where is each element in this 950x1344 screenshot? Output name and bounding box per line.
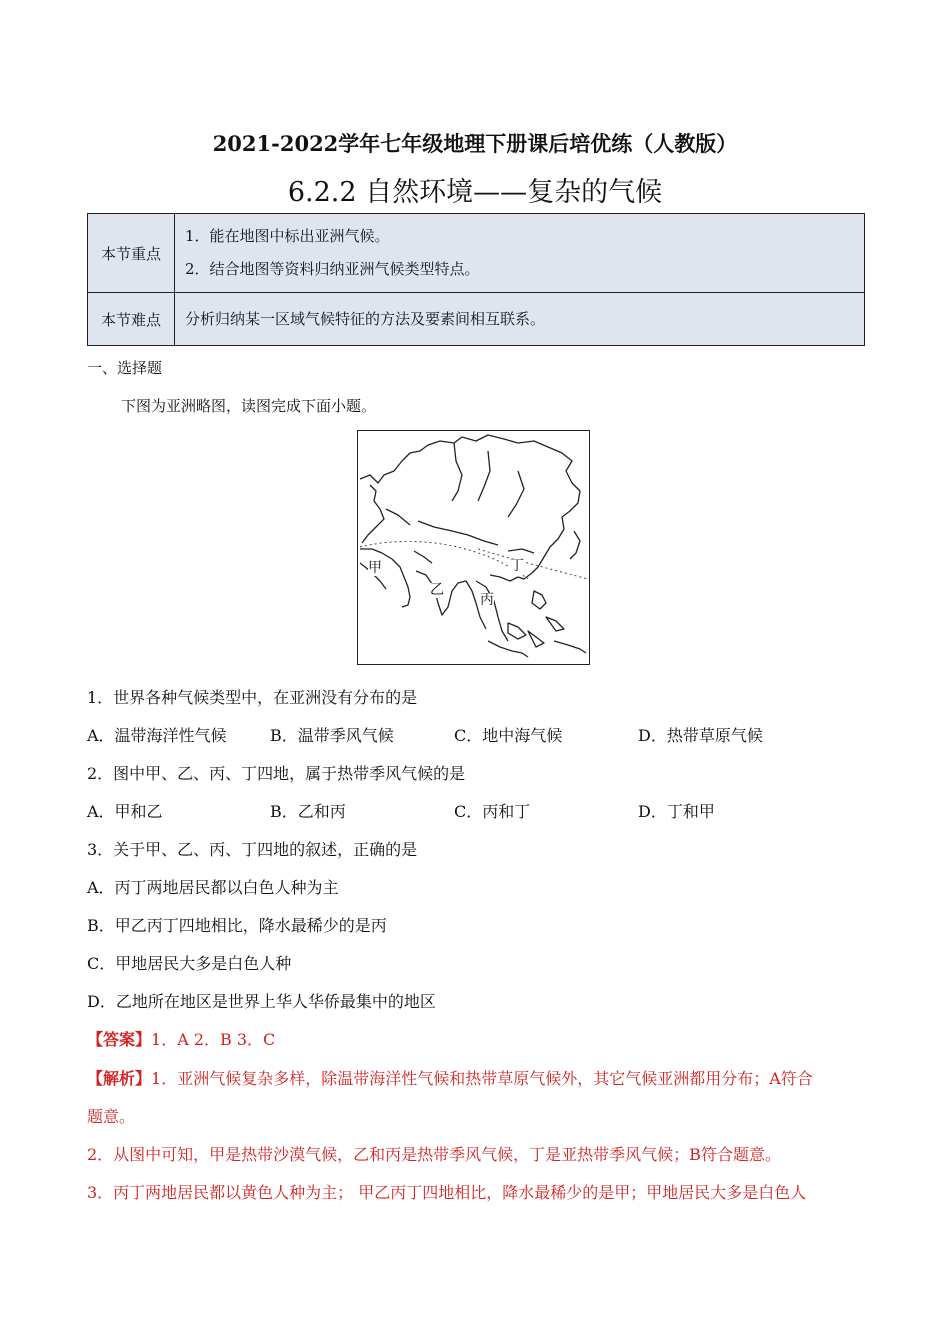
answer-label: 【答案】	[87, 1030, 152, 1049]
analysis-line-1b: 题意。	[87, 1107, 136, 1126]
focus-content	[175, 214, 865, 293]
question-2-option-d: D．丁和甲	[638, 802, 715, 821]
focus-item-1: 1．能在地图中标出亚洲气候。	[185, 227, 390, 245]
map-intro: 下图为亚洲略图，读图完成下面小题。	[121, 397, 377, 415]
asia-outline-drawing	[358, 431, 588, 663]
analysis-text-1: 1．亚洲气候复杂多样，除温带海洋性气候和热带草原气候外，其它气候亚洲都用分布；A符合	[151, 1069, 813, 1088]
map-label-jia: 甲	[368, 560, 382, 576]
question-1-option-c: C．地中海气候	[454, 726, 563, 745]
difficulty-label: 本节难点	[88, 293, 175, 346]
question-2-option-a: A．甲和乙	[87, 802, 163, 821]
answer-text: 1．A 2．B 3．C	[151, 1030, 276, 1049]
map-label-bing: 丙	[480, 592, 494, 608]
question-1-option-d: D．热带草原气候	[638, 726, 763, 745]
answer-line	[87, 1027, 275, 1050]
question-2-stem: 2．图中甲、乙、丙、丁四地，属于热带季风气候的是	[87, 764, 466, 783]
section-title: 一、选择题	[87, 359, 163, 377]
difficulty-content: 分析归纳某一区域气候特征的方法及要素间相互联系。	[175, 293, 865, 346]
question-1-option-b: B．温带季风气候	[270, 726, 394, 745]
analysis-line-3: 3．丙丁两地居民都以黄色人种为主； 甲乙丙丁四地相比，降水最稀少的是甲；甲地居民大多是白色人	[87, 1183, 807, 1202]
question-3-option-d: D．乙地所在地区是世界上华人华侨最集中的地区	[87, 992, 436, 1011]
focus-label: 本节重点	[88, 214, 175, 293]
question-2-option-b: B．乙和丙	[270, 802, 346, 821]
analysis-label: 【解析】	[87, 1069, 152, 1088]
map-label-yi: 乙	[430, 582, 444, 598]
analysis-line-2: 2．从图中可知，甲是热带沙漠气候，乙和丙是热带季风气候，丁是亚热带季风气候；B符合题意。	[87, 1145, 781, 1164]
question-3-stem: 3．关于甲、乙、丙、丁四地的叙述，正确的是	[87, 840, 418, 859]
document-title: 2021-2022学年七年级地理下册课后培优练（人教版）	[212, 131, 738, 156]
asia-sketch-map	[357, 430, 590, 665]
analysis-line-1	[87, 1066, 813, 1089]
question-3-option-b: B．甲乙丙丁四地相比，降水最稀少的是丙	[87, 916, 387, 935]
key-points-table	[87, 213, 865, 346]
map-label-ding: 丁	[510, 558, 524, 574]
lesson-subtitle: 6.2.2 自然环境——复杂的气候	[287, 177, 663, 208]
question-3-option-a: A．丙丁两地居民都以白色人种为主	[87, 878, 339, 897]
focus-item-2: 2．结合地图等资料归纳亚洲气候类型特点。	[185, 260, 480, 278]
question-3-option-c: C．甲地居民大多是白色人种	[87, 954, 292, 973]
question-1-option-a: A．温带海洋性气候	[87, 726, 227, 745]
question-1-stem: 1．世界各种气候类型中，在亚洲没有分布的是	[87, 688, 418, 707]
question-2-option-c: C．丙和丁	[454, 802, 531, 821]
